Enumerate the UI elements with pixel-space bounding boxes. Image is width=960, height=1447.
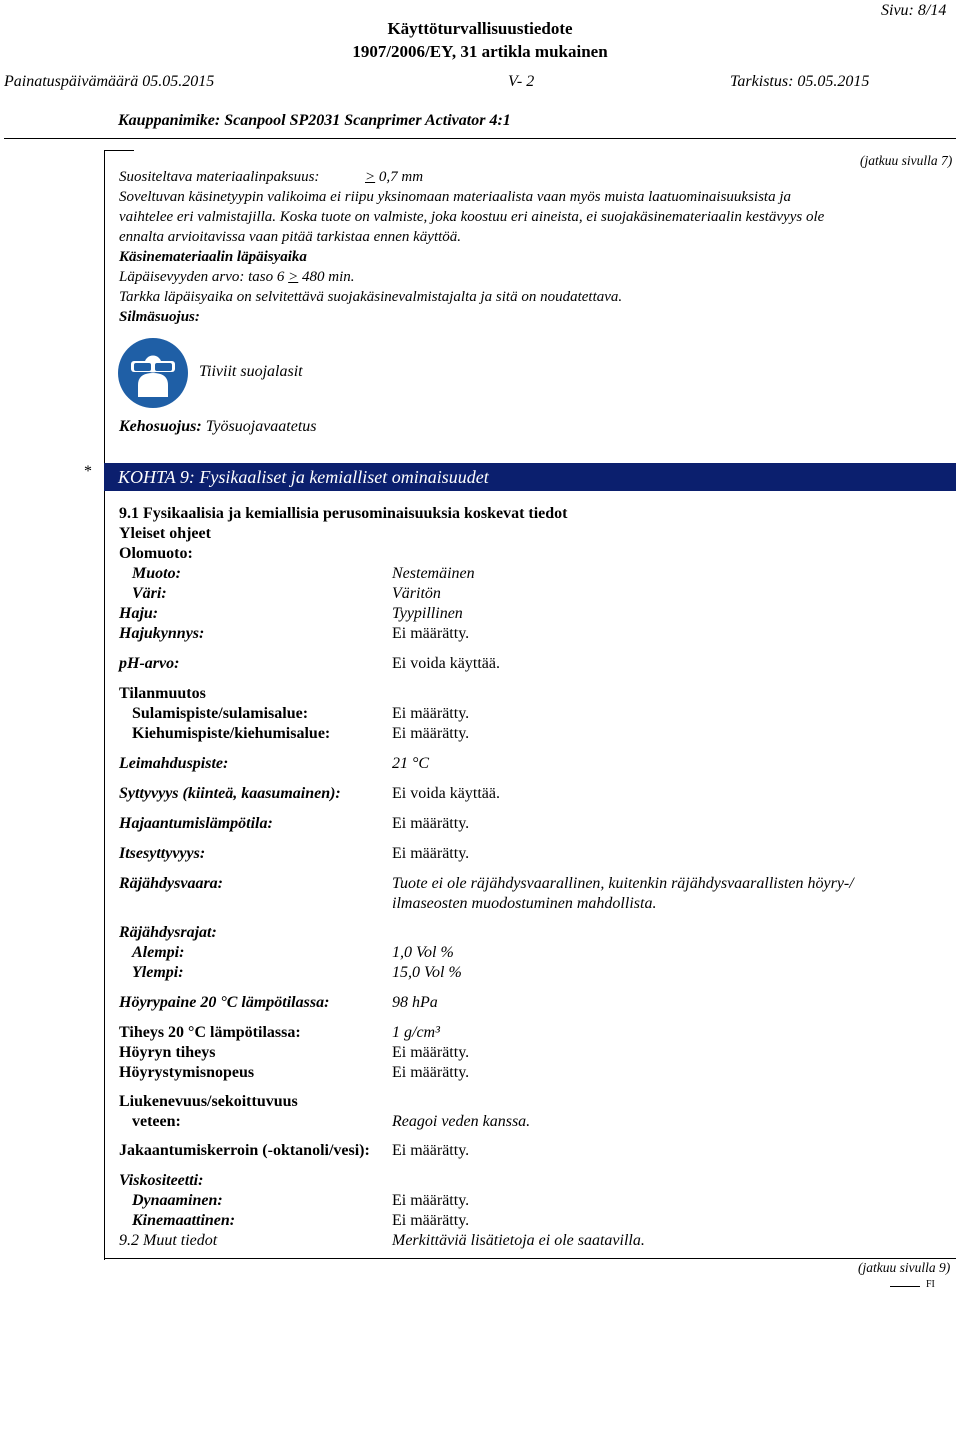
content-left-border	[104, 150, 105, 1260]
evaporation-value: Ei määrätty.	[392, 1064, 470, 1081]
ph-value: Ei voida käyttää.	[392, 655, 500, 672]
boiling-value: Ei määrätty.	[392, 725, 470, 742]
color-label: Väri:	[132, 585, 167, 602]
solubility-label-line2: veteen:	[132, 1113, 181, 1130]
solubility-label-line1: Liukenevuus/sekoittuvuus	[119, 1093, 298, 1110]
explosion-value-line1: Tuote ei ole räjähdysvaarallinen, kuitenkin räjähdysvaarallisten höyry-/	[392, 875, 854, 892]
kinematic-viscosity-value: Ei määrätty.	[392, 1212, 470, 1229]
vapour-pressure-value: 98 hPa	[392, 994, 438, 1011]
form-label: Muoto:	[132, 565, 181, 582]
self-ignition-label: Itsesyttyvyys:	[119, 845, 206, 862]
penetration-heading: Käsinemateriaalin läpäisyaika	[119, 249, 307, 265]
footer-lang-rule	[890, 1286, 920, 1287]
flammability-value: Ei voida käyttää.	[392, 785, 500, 802]
flammability-label: Syttyvyys (kiinteä, kaasumainen):	[119, 785, 341, 802]
section-9-title: KOHTA 9: Fysikaaliset ja kemialliset ominaisuudet	[118, 467, 489, 487]
page-number: Sivu: 8/14	[881, 2, 947, 19]
dynamic-viscosity-value: Ei määrätty.	[392, 1192, 470, 1209]
form-heading: Olomuoto:	[119, 545, 193, 562]
revision-marker: *	[84, 463, 92, 480]
partition-coefficient-value: Ei määrätty.	[392, 1142, 470, 1159]
odor-threshold-label: Hajukynnys:	[119, 625, 205, 642]
flash-point-label: Leimahduspiste:	[119, 755, 229, 772]
odor-label: Haju:	[119, 605, 159, 622]
gloves-paragraph-line2: vaihtelee eri valmistajilla. Koska tuote on valmiste, joka koostuu eri aineista, ei suojakäsinemateriaalin kestävyys ole	[119, 209, 825, 225]
boiling-label: Kiehumispiste/kiehumisalue:	[132, 725, 331, 742]
upper-limit-label: Ylempi:	[132, 964, 184, 981]
lower-limit-label: Alempi:	[132, 944, 185, 961]
vapour-density-label: Höyryn tiheys	[119, 1044, 216, 1061]
odor-threshold-value: Ei määrätty.	[392, 625, 470, 642]
penetration-value: Läpäisevyyden arvo: taso 6 > 480 min.	[119, 269, 355, 285]
lower-limit-value: 1,0 Vol %	[392, 944, 454, 961]
continued-from: (jatkuu sivulla 7)	[860, 153, 953, 168]
eye-protection-heading: Silmäsuojus:	[119, 309, 200, 325]
self-ignition-value: Ei määrätty.	[392, 845, 470, 862]
partition-coefficient-label: Jakaantumiskerroin (-oktanoli/vesi):	[119, 1142, 370, 1159]
flash-point-value: 21 °C	[392, 755, 430, 772]
safety-goggles-icon	[117, 337, 189, 409]
vapour-density-value: Ei määrätty.	[392, 1044, 470, 1061]
melting-label: Sulamispiste/sulamisalue:	[132, 705, 309, 722]
density-label: Tiheys 20 °C lämpötilassa:	[119, 1024, 301, 1041]
document-subtitle: 1907/2006/EY, 31 artikla mukainen	[352, 42, 608, 61]
gloves-paragraph-line1: Soveltuvan käsinetyypin valikoima ei riipu yksinomaan materiaalista vaan myös muista laatuominaisuuksista ja	[119, 189, 791, 205]
kinematic-viscosity-label: Kinemaattinen:	[132, 1212, 236, 1229]
language-code: FI	[926, 1279, 935, 1290]
section-9-1-heading: 9.1 Fysikaalisia ja kemiallisia perusominaisuuksia koskevat tiedot	[119, 505, 568, 522]
solubility-value: Reagoi veden kanssa.	[392, 1113, 531, 1130]
state-change-heading: Tilanmuutos	[119, 685, 206, 702]
document-title: Käyttöturvallisuustiedote	[387, 19, 573, 38]
dynamic-viscosity-label: Dynaaminen:	[132, 1192, 223, 1209]
gloves-paragraph-line3: ennalta arvioitavissa vaan pitää tarkistaa ennen käyttöä.	[119, 229, 462, 245]
vapour-pressure-label: Höyrypaine 20 °C lämpötilassa:	[119, 994, 330, 1011]
decomposition-label: Hajaantumislämpötila:	[119, 815, 273, 832]
version: V- 2	[508, 73, 535, 90]
form-value: Nestemäinen	[392, 565, 475, 582]
content-top-tick	[104, 150, 134, 151]
upper-limit-value: 15,0 Vol %	[392, 964, 462, 981]
content-bottom-border	[104, 1258, 956, 1259]
density-value: 1 g/cm³	[392, 1024, 440, 1041]
melting-value: Ei määrätty.	[392, 705, 470, 722]
revision-date: Tarkistus: 05.05.2015	[730, 73, 870, 90]
print-date: Painatuspäivämäärä 05.05.2015	[4, 73, 215, 90]
thickness-label: Suositeltava materiaalinpaksuus:	[119, 169, 320, 185]
color-value: Väritön	[392, 585, 441, 602]
ph-label: pH-arvo:	[119, 655, 180, 672]
odor-value: Tyypillinen	[392, 605, 463, 622]
thickness-value: > 0,7 mm	[365, 169, 424, 185]
explosion-label: Räjähdysvaara:	[119, 875, 223, 892]
explosion-value-line2: ilmaseosten muodostuminen mahdollista.	[392, 895, 657, 912]
penetration-note: Tarkka läpäisyaika on selvitettävä suojakäsinevalmistajalta ja sitä on noudatettava.	[119, 289, 623, 305]
eye-protection-text: Tiiviit suojalasit	[199, 363, 303, 380]
body-protection: Kehosuojus: Työsuojavaatetus	[119, 418, 317, 435]
evaporation-label: Höyrystymisnopeus	[119, 1064, 255, 1081]
other-info-label: 9.2 Muut tiedot	[119, 1232, 218, 1249]
general-heading: Yleiset ohjeet	[119, 525, 211, 542]
header-divider	[4, 138, 956, 139]
continued-to: (jatkuu sivulla 9)	[858, 1260, 951, 1275]
decomposition-value: Ei määrätty.	[392, 815, 470, 832]
other-info-value: Merkittäviä lisätietoja ei ole saatavilla.	[392, 1232, 645, 1249]
product-name: Kauppanimike: Scanpool SP2031 Scanprimer Activator 4:1	[118, 112, 511, 129]
section-9-banner	[104, 463, 956, 491]
explosion-limits-heading: Räjähdysrajat:	[119, 924, 217, 941]
viscosity-heading: Viskositeetti:	[119, 1172, 204, 1189]
